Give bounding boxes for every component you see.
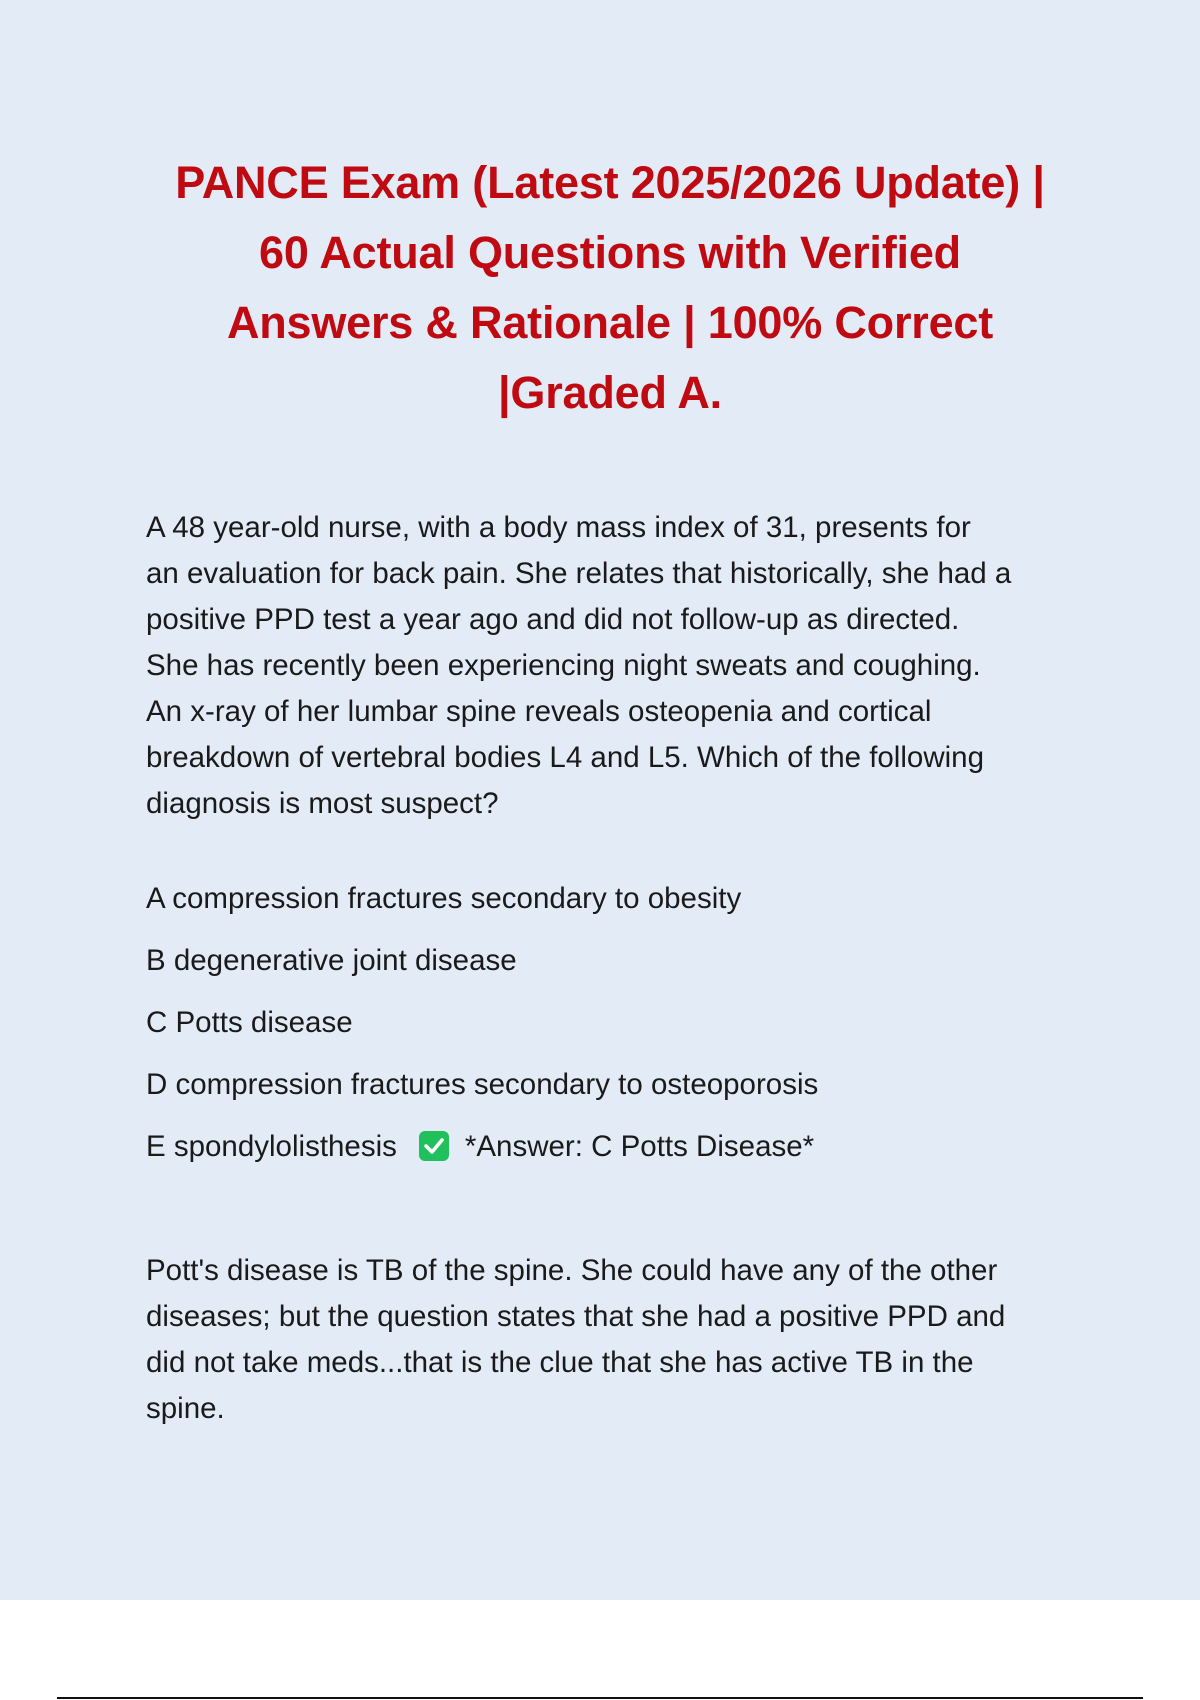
rationale-line: Pott's disease is TB of the spine. She could have any of the other [146, 1254, 998, 1287]
check-mark-icon [419, 1131, 449, 1161]
option-label: C Potts disease [146, 1006, 353, 1039]
question-line: diagnosis is most suspect? [146, 787, 499, 820]
option-c [146, 996, 1106, 1058]
question-line: A 48 year-old nurse, with a body mass index of 31, presents for [146, 511, 971, 544]
document-title [130, 148, 1090, 428]
option-label: A compression fractures secondary to obesity [146, 882, 742, 915]
rationale-line: did not take meds...that is the clue that she has active TB in the [146, 1346, 974, 1379]
question-line: breakdown of vertebral bodies L4 and L5. Which of the following [146, 741, 984, 774]
rationale-line: spine. [146, 1392, 225, 1425]
rationale-line: diseases; but the question states that she had a positive PPD and [146, 1300, 1006, 1333]
option-e [146, 1120, 1106, 1182]
answer-text: *Answer: C Potts Disease* [464, 1130, 815, 1163]
question-line: She has recently been experiencing night sweats and coughing. [146, 649, 981, 682]
title-line: PANCE Exam (Latest 2025/2026 Update) | [175, 157, 1045, 208]
option-label: D compression fractures secondary to osteoporosis [146, 1068, 819, 1101]
question-line: an evaluation for back pain. She relates that historically, she had a [146, 557, 1012, 590]
title-line: |Graded A. [498, 367, 722, 418]
question-line: positive PPD test a year ago and did not follow-up as directed. [146, 603, 960, 636]
option-b [146, 934, 1106, 996]
option-label: E spondylolisthesis [146, 1130, 397, 1163]
rationale-text [146, 1248, 1106, 1432]
title-line: Answers & Rationale | 100% Correct [226, 297, 994, 348]
question-text [146, 505, 1106, 827]
footer-divider [57, 1697, 1143, 1699]
option-a [146, 872, 1106, 934]
title-line: 60 Actual Questions with Verified [259, 227, 961, 278]
option-label: B degenerative joint disease [146, 944, 517, 977]
answer-options [146, 872, 1106, 1182]
option-d [146, 1058, 1106, 1120]
question-line: An x-ray of her lumbar spine reveals osteopenia and cortical [146, 695, 932, 728]
